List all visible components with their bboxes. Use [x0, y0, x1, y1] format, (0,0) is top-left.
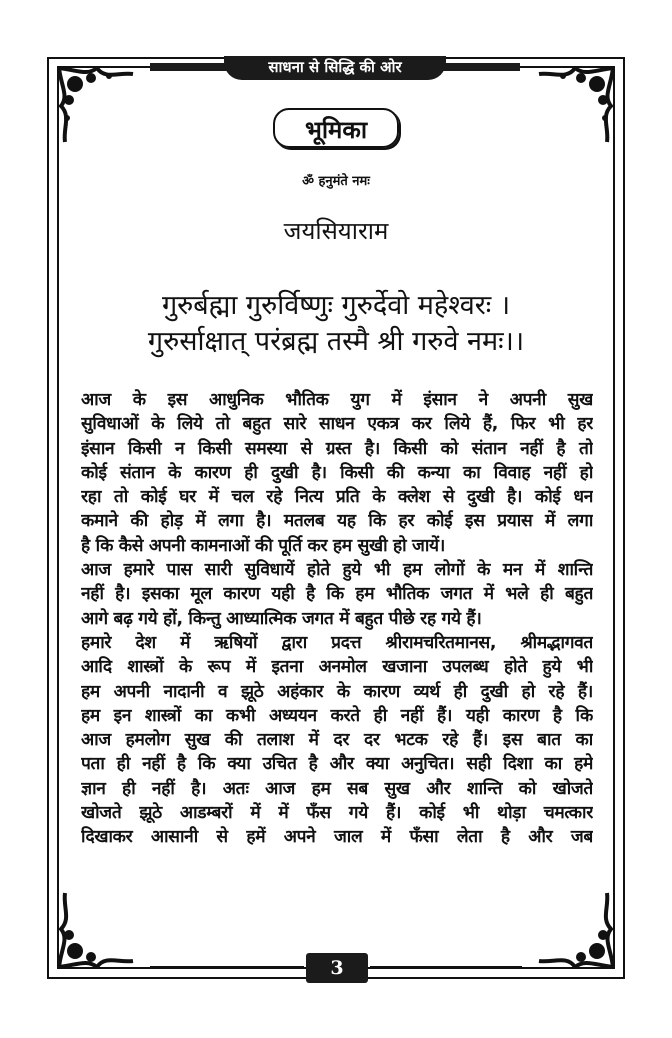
body-line: आज के इस आधुनिक भौतिक युग में इंसान ने अपनी सुख	[81, 390, 593, 410]
body-line: सुविधाओं के लिये तो बहुत सारे साधन एकत्र कर लिये हैं, फिर भी हर	[81, 414, 593, 435]
invocation: ॐ हनुमंते नमः	[302, 174, 370, 189]
floral-ornament-icon	[537, 889, 615, 969]
running-header: साधना से सिद्धि की ओर	[224, 56, 446, 80]
body-line: दिखाकर आसानी से हमें अपने जाल में फँसा लेता है और जब	[81, 827, 593, 848]
header-rule-left	[150, 63, 228, 71]
shloka-line: गुरुर्साक्षात् परंब्रह्म तस्मै श्री गरुवे नमः।।	[147, 326, 525, 357]
page-number: 3	[306, 953, 368, 983]
footer-rule-left	[150, 966, 304, 968]
body-line: इंसान किसी न किसी समस्या से ग्रस्त है। किसी को संतान नहीं है तो	[81, 438, 593, 459]
shloka-line: गुरुर्बह्मा गुरुर्विष्णुः गुरुर्देवो महेश्वरः ।	[161, 290, 511, 321]
body-line: आगे बढ़ गये हों, किन्तु आध्यात्मिक जगत में बहुत पीछे रह गये हैं।	[81, 608, 482, 629]
body-line: हम अपनी नादानी व झूठे अहंकार के कारण व्यर्थ ही दुखी हो रहे हैं।	[81, 681, 593, 702]
body-line: है कि कैसे अपनी कामनाओं की पूर्ति कर हम सुखी हो जायें।	[81, 535, 446, 556]
body-line: कमाने की होड़ में लगा है। मतलब यह कि हर कोई इस प्रयास में लगा	[81, 511, 593, 532]
body-line: हमारे देश में ऋषियों द्वारा प्रदत्त श्रीरामचरितमानस, श्रीमद्भागवत	[81, 632, 593, 653]
floral-ornament-icon	[537, 66, 615, 146]
body-line: नहीं है। इसका मूल कारण यही है कि हम भौतिक जगत में भले ही बहुत	[81, 584, 593, 605]
body-line: आज हमारे पास सारी सुविधायें होते हुये भी हम लोगों के मन में शान्ति	[81, 560, 593, 581]
body-line: ज्ञान ही नहीं है। अतः आज हम सब सुख और शान्ति को खोजते	[81, 778, 593, 799]
body-line: कोई संतान के कारण ही दुखी है। किसी की कन्या का विवाह नहीं हो	[81, 462, 593, 483]
floral-ornament-icon	[57, 66, 135, 146]
body-text	[81, 388, 593, 850]
body-line: रहा तो कोई घर में चल रहे नित्य प्रति के क्लेश से दुखी है। कोई धन	[81, 487, 593, 508]
body-line: खोजते झूठे आडम्बरों में में फँस गये हैं। कोई भी थोड़ा चमत्कार	[81, 803, 593, 824]
section-heading: भूमिका	[273, 108, 399, 148]
body-line: आदि शास्त्रों के रूप में इतना अनमोल खजाना उपलब्ध होते हुये भी	[81, 657, 593, 678]
floral-ornament-icon	[57, 889, 135, 969]
body-line: हम इन शास्त्रों का कभी अध्ययन करते ही नहीं हैं। यही कारण है कि	[81, 705, 593, 726]
subtitle: जयसियाराम	[283, 217, 389, 245]
body-line: आज हमलोग सुख की तलाश में दर दर भटक रहे हैं। इस बात का	[81, 730, 593, 751]
body-line: पता ही नहीं है कि क्या उचित है और क्या अनुचित। सही दिशा का हमे	[81, 754, 593, 775]
header-rule-right	[442, 63, 520, 71]
footer-rule-right	[370, 966, 522, 968]
